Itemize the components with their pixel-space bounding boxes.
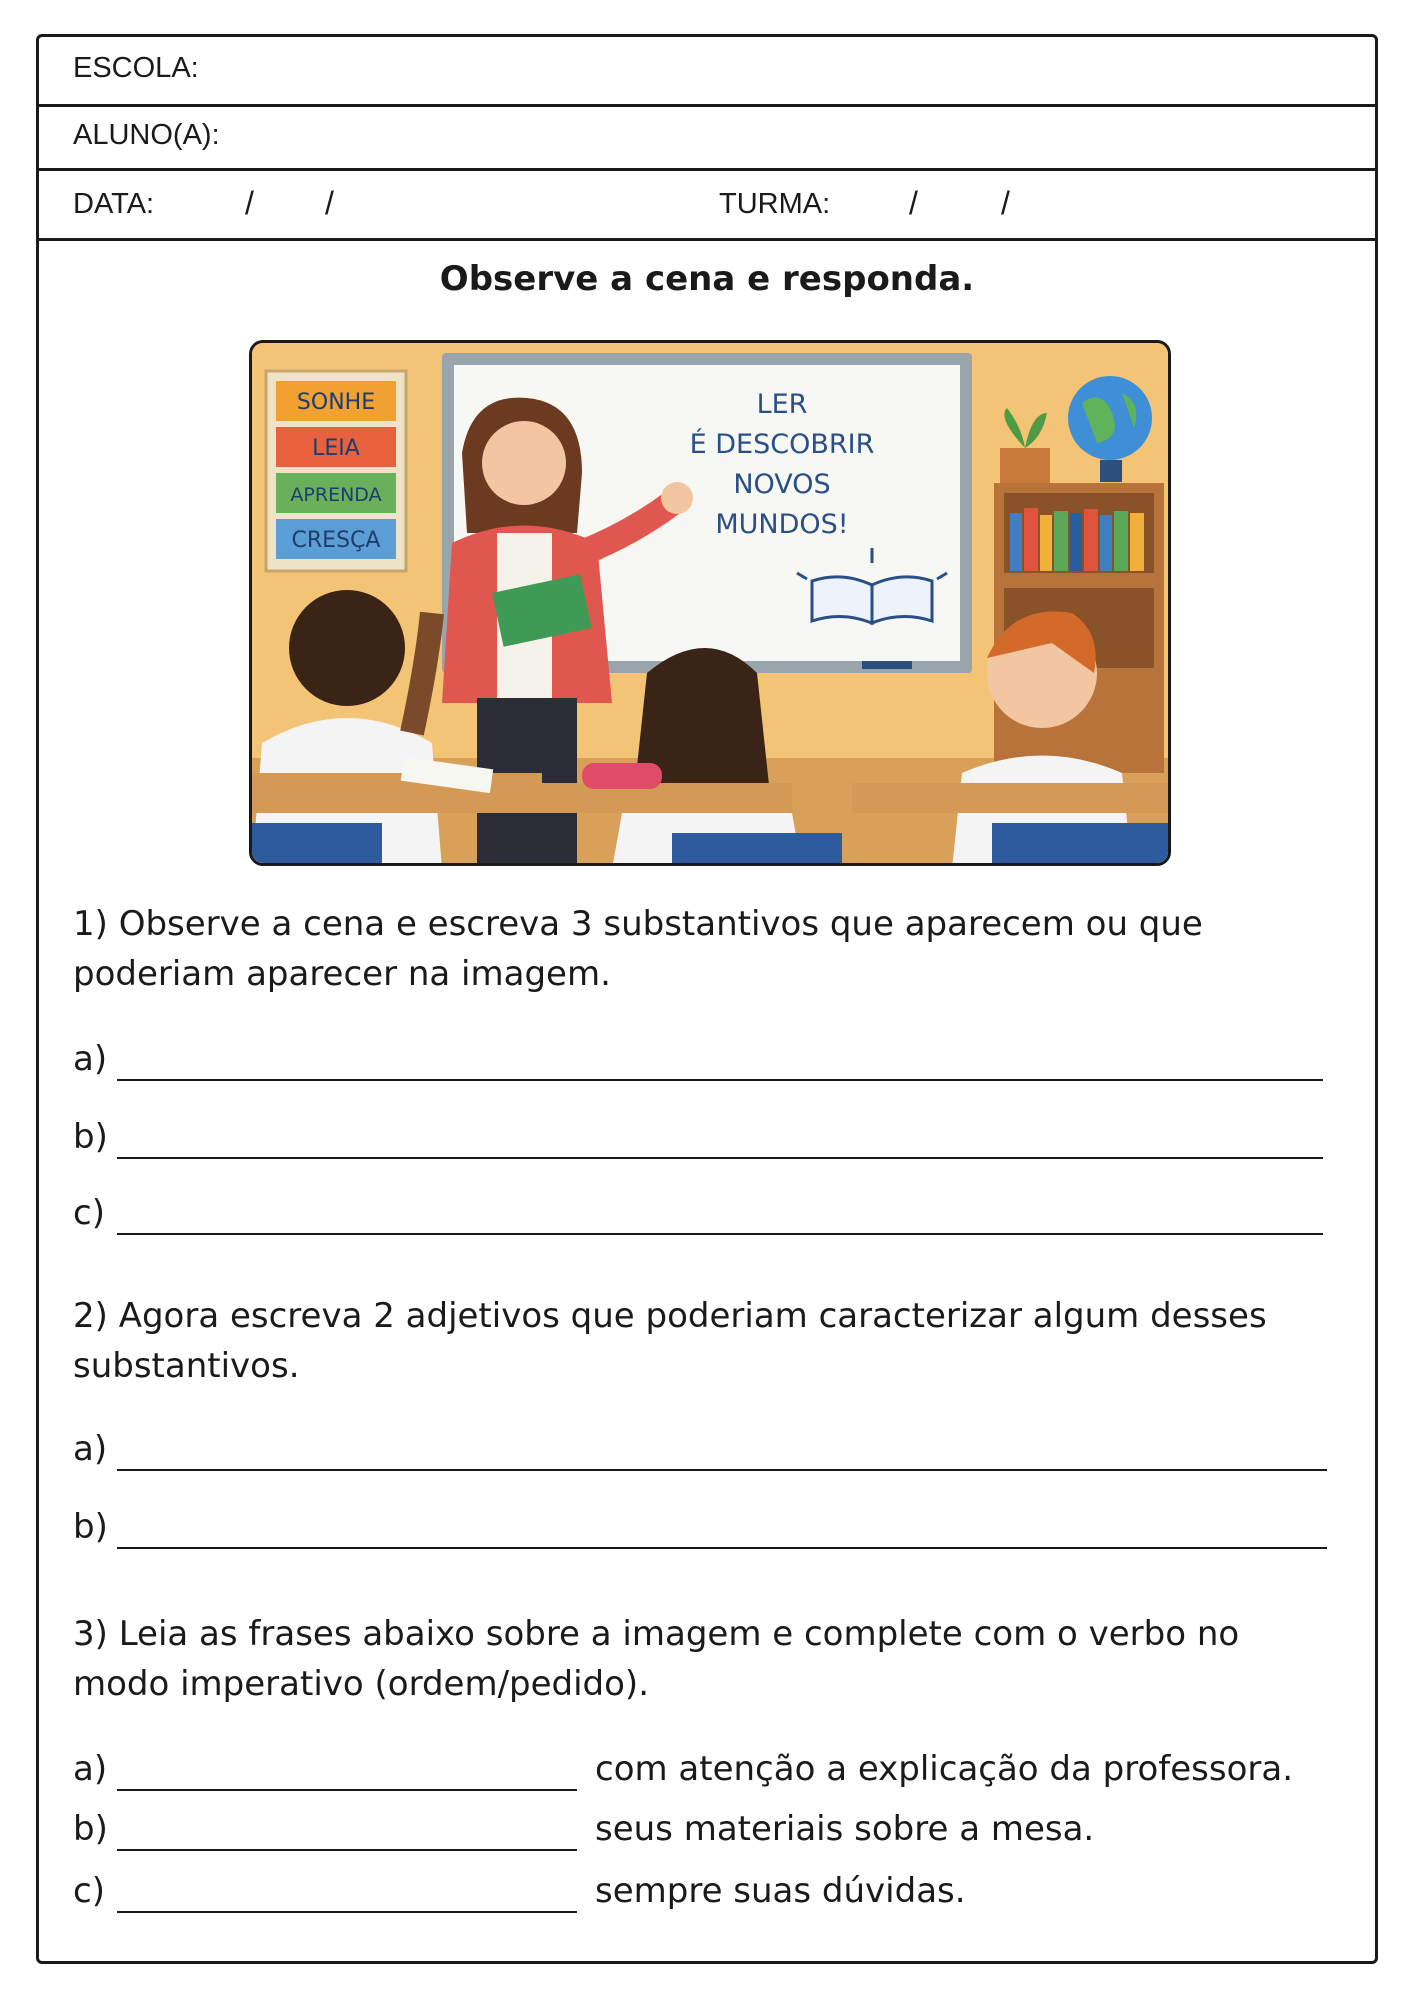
answer-letter: a) <box>73 1749 108 1789</box>
date-slash: / <box>325 185 334 221</box>
sentence-rest: sempre suas dúvidas. <box>595 1871 966 1911</box>
answer-line-1b <box>73 1117 1349 1167</box>
classroom-illustration <box>249 340 1171 866</box>
answer-blank[interactable] <box>117 1789 577 1791</box>
question-3-text: 3) Leia as frases abaixo sobre a imagem e complete com o verbo no modo imperativo (ordem/pedido). <box>73 1614 1240 1704</box>
board-text-line: LER <box>756 389 808 420</box>
answer-blank[interactable] <box>117 1547 1327 1549</box>
wall-word: CRESÇA <box>291 528 381 553</box>
answer-blank[interactable] <box>117 1079 1323 1081</box>
header-row-aluno <box>39 107 1375 171</box>
sentence-3c <box>73 1871 1353 1921</box>
answer-letter: b) <box>73 1117 108 1157</box>
data-label: DATA: <box>73 188 155 220</box>
sentence-3b <box>73 1809 1353 1859</box>
answer-letter: a) <box>73 1429 108 1469</box>
answer-blank[interactable] <box>117 1849 577 1851</box>
worksheet <box>36 34 1378 1964</box>
turma-slash: / <box>909 185 918 221</box>
sentence-rest: com atenção a explicação da professora. <box>595 1749 1293 1789</box>
answer-letter: a) <box>73 1039 108 1079</box>
wall-word: LEIA <box>312 436 360 461</box>
board-text-line: NOVOS <box>733 469 831 500</box>
answer-letter: b) <box>73 1507 108 1547</box>
answer-line-2a <box>73 1429 1353 1479</box>
header-row-data <box>39 171 1375 241</box>
classroom-scene <box>252 343 1171 866</box>
answer-letter: b) <box>73 1809 108 1849</box>
aluno-label: ALUNO(A): <box>73 119 220 151</box>
books <box>1010 508 1144 571</box>
sentence-3a <box>73 1749 1353 1799</box>
answer-blank[interactable] <box>117 1233 1323 1235</box>
answer-letter: c) <box>73 1871 105 1911</box>
answer-line-1a <box>73 1039 1349 1089</box>
answer-blank[interactable] <box>117 1157 1323 1159</box>
question-2-text: 2) Agora escreva 2 adjetivos que poderiam caracterizar algum desses substantivos. <box>73 1296 1267 1386</box>
wall-word: APRENDA <box>290 484 382 506</box>
answer-letter: c) <box>73 1193 105 1233</box>
answer-line-1c <box>73 1193 1349 1243</box>
turma-slash: / <box>1001 185 1010 221</box>
wall-word: SONHE <box>296 390 376 415</box>
answer-line-2b <box>73 1507 1353 1557</box>
worksheet-title: Observe a cena e responda. <box>439 259 975 299</box>
board-text-line: É DESCOBRIR <box>689 429 875 460</box>
board-text-line: MUNDOS! <box>715 509 849 540</box>
header-row-escola <box>39 37 1375 107</box>
question-1-text: 1) Observe a cena e escreva 3 substantivos que aparecem ou que poderiam aparecer na imagem. <box>73 904 1203 994</box>
sentence-rest: seus materiais sobre a mesa. <box>595 1809 1095 1849</box>
escola-label: ESCOLA: <box>73 52 199 84</box>
answer-blank[interactable] <box>117 1911 577 1913</box>
answer-blank[interactable] <box>117 1469 1327 1471</box>
turma-label: TURMA: <box>719 188 831 220</box>
date-slash: / <box>245 185 254 221</box>
